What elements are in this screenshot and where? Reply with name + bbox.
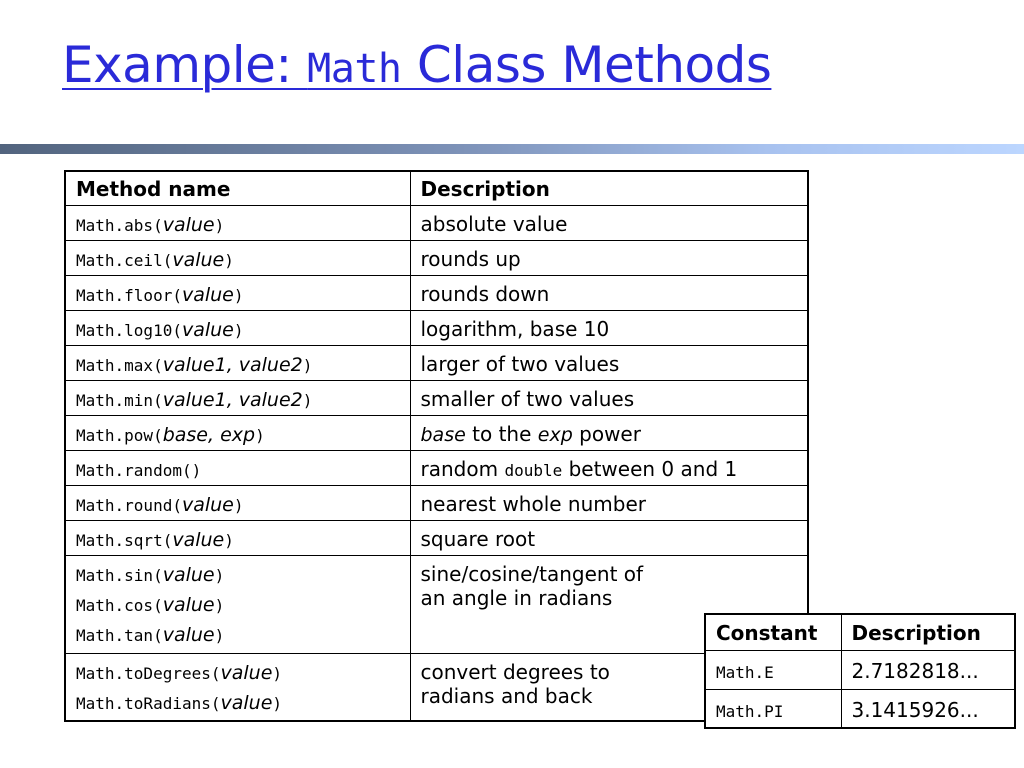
methods-table bbox=[64, 170, 809, 722]
title-class-methods: Class Methods bbox=[401, 36, 772, 94]
method-line-todegrees: Math.toDegrees(value) bbox=[76, 661, 283, 684]
title-math-code: Math bbox=[307, 46, 402, 92]
method-cell: Math.pow(base, exp) bbox=[65, 415, 410, 450]
description-cell: larger of two values bbox=[410, 345, 808, 380]
description-cell: random double between 0 and 1 bbox=[410, 450, 808, 485]
method-row-round bbox=[65, 485, 808, 520]
constant-name-cell: Math.PI bbox=[705, 689, 841, 728]
method-cell: Math.floor(value) bbox=[65, 275, 410, 310]
description-cell: smaller of two values bbox=[410, 380, 808, 415]
constants-header-row bbox=[705, 614, 1015, 650]
slide-title bbox=[62, 36, 771, 94]
method-row-ceil bbox=[65, 240, 808, 275]
header-constant: Constant bbox=[705, 614, 841, 650]
method-row-max bbox=[65, 345, 808, 380]
header-constant-description: Description bbox=[841, 614, 1015, 650]
description-cell: rounds up bbox=[410, 240, 808, 275]
description-cell: square root bbox=[410, 520, 808, 555]
method-cell: Math.min(value1, value2) bbox=[65, 380, 410, 415]
method-cell: Math.max(value1, value2) bbox=[65, 345, 410, 380]
method-cell: Math.sqrt(value) bbox=[65, 520, 410, 555]
constant-name-cell: Math.E bbox=[705, 650, 841, 689]
description-cell: absolute value bbox=[410, 205, 808, 240]
description-cell: nearest whole number bbox=[410, 485, 808, 520]
methods-header-row bbox=[65, 171, 808, 205]
method-row-log10 bbox=[65, 310, 808, 345]
method-line-cos: Math.cos(value) bbox=[76, 593, 225, 616]
method-line-tan: Math.tan(value) bbox=[76, 623, 225, 646]
method-row-random bbox=[65, 450, 808, 485]
method-row-degrees bbox=[65, 653, 808, 721]
description-cell: rounds down bbox=[410, 275, 808, 310]
method-row-abs bbox=[65, 205, 808, 240]
method-line-sin: Math.sin(value) bbox=[76, 563, 225, 586]
method-row-pow bbox=[65, 415, 808, 450]
constant-value-cell: 3.1415926... bbox=[841, 689, 1015, 728]
description-cell: convert degrees to radians and back bbox=[410, 653, 808, 721]
description-cell: logarithm, base 10 bbox=[410, 310, 808, 345]
constant-row-e bbox=[705, 650, 1015, 689]
method-cell: Math.abs(value) bbox=[65, 205, 410, 240]
method-cell: Math.ceil(value) bbox=[65, 240, 410, 275]
header-description: Description bbox=[410, 171, 808, 205]
method-cell: Math.random() bbox=[65, 450, 410, 485]
method-row-sqrt bbox=[65, 520, 808, 555]
method-line-toradians: Math.toRadians(value) bbox=[76, 691, 283, 714]
method-row-trig bbox=[65, 555, 808, 653]
header-method-name: Method name bbox=[65, 171, 410, 205]
method-cell bbox=[65, 555, 410, 653]
description-cell: sine/cosine/tangent of an angle in radians bbox=[410, 555, 808, 653]
constant-row-pi bbox=[705, 689, 1015, 728]
method-row-floor bbox=[65, 275, 808, 310]
constants-table bbox=[704, 613, 1016, 729]
title-divider-bar bbox=[0, 144, 1024, 154]
method-cell bbox=[65, 653, 410, 721]
description-cell: base to the exp power bbox=[410, 415, 808, 450]
method-row-min bbox=[65, 380, 808, 415]
constant-value-cell: 2.7182818... bbox=[841, 650, 1015, 689]
method-cell: Math.round(value) bbox=[65, 485, 410, 520]
title-example: Example: bbox=[62, 36, 308, 94]
method-cell: Math.log10(value) bbox=[65, 310, 410, 345]
